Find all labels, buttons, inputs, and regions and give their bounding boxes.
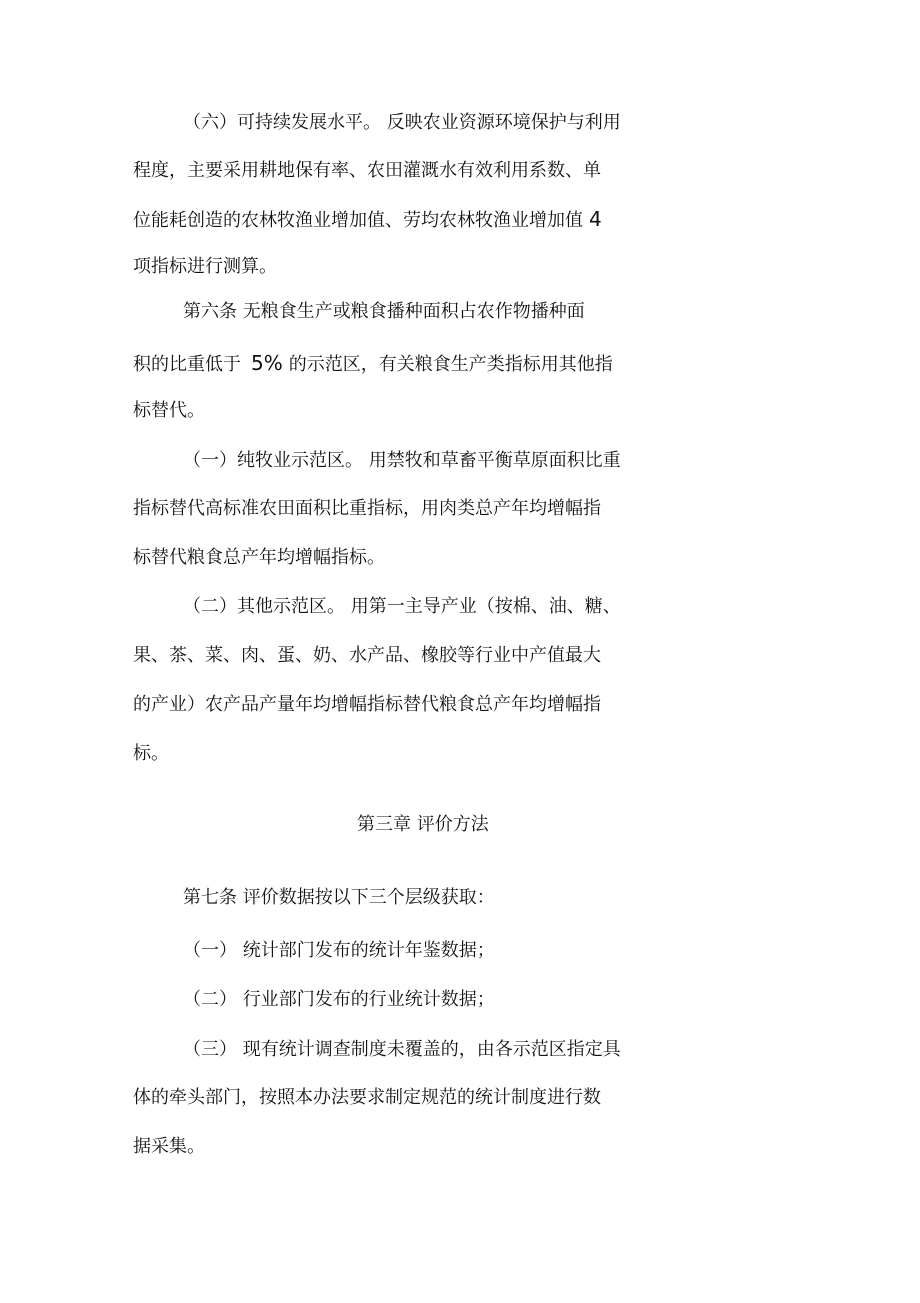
text-line-with-number (133, 206, 602, 234)
text-line: 的产业）农产品产量年均增幅指标替代粮食总产年均增幅指 (133, 694, 601, 715)
text-line: 体的牵头部门，按照本办法要求制定规范的统计制度进行数 (133, 1087, 601, 1108)
number-value: 4 (589, 207, 602, 231)
text-line: 指标替代高标准农田面积比重指标，用肉类总产年均增幅指 (133, 498, 601, 519)
text-line: （六）可持续发展水平。 反映农业资源环境保护与利用 (183, 112, 621, 133)
article-7-intro: 第七条 评价数据按以下三个层级获取： (183, 887, 495, 908)
text-line: 项指标进行测算。 (133, 256, 277, 277)
number-value: 5% (251, 351, 283, 375)
text-line: 据采集。 (133, 1136, 205, 1157)
text-segment: 积的比重低于 (133, 354, 241, 375)
chapter-heading: 第三章 评价方法 (357, 814, 489, 835)
list-item: （二） 行业部门发布的行业统计数据； (183, 989, 495, 1010)
text-line: 标。 (133, 743, 169, 764)
text-line: 程度，主要采用耕地保有率、农田灌溉水有效利用系数、单 (133, 160, 601, 181)
text-line: 标替代粮食总产年均增幅指标。 (133, 547, 385, 568)
text-line: （二）其他示范区。 用第一主导产业（按棉、油、糖、 (183, 596, 621, 617)
text-line-with-number (133, 350, 613, 378)
list-item: （三） 现有统计调查制度未覆盖的，由各示范区指定具 (183, 1039, 621, 1060)
list-item: （一） 统计部门发布的统计年鉴数据； (183, 940, 495, 961)
text-line: 第六条 无粮食生产或粮食播种面积占农作物播种面 (183, 301, 585, 322)
text-line: （一）纯牧业示范区。 用禁牧和草畜平衡草原面积比重 (183, 450, 621, 471)
text-segment: 的示范区，有关粮食生产类指标用其他指 (288, 354, 613, 375)
text-segment: 位能耗创造的农林牧渔业增加值、劳均农林牧渔业增加值 (133, 210, 583, 231)
text-line: 标替代。 (133, 400, 205, 421)
text-line: 果、茶、菜、肉、蛋、奶、水产品、橡胶等行业中产值最大 (133, 645, 601, 666)
